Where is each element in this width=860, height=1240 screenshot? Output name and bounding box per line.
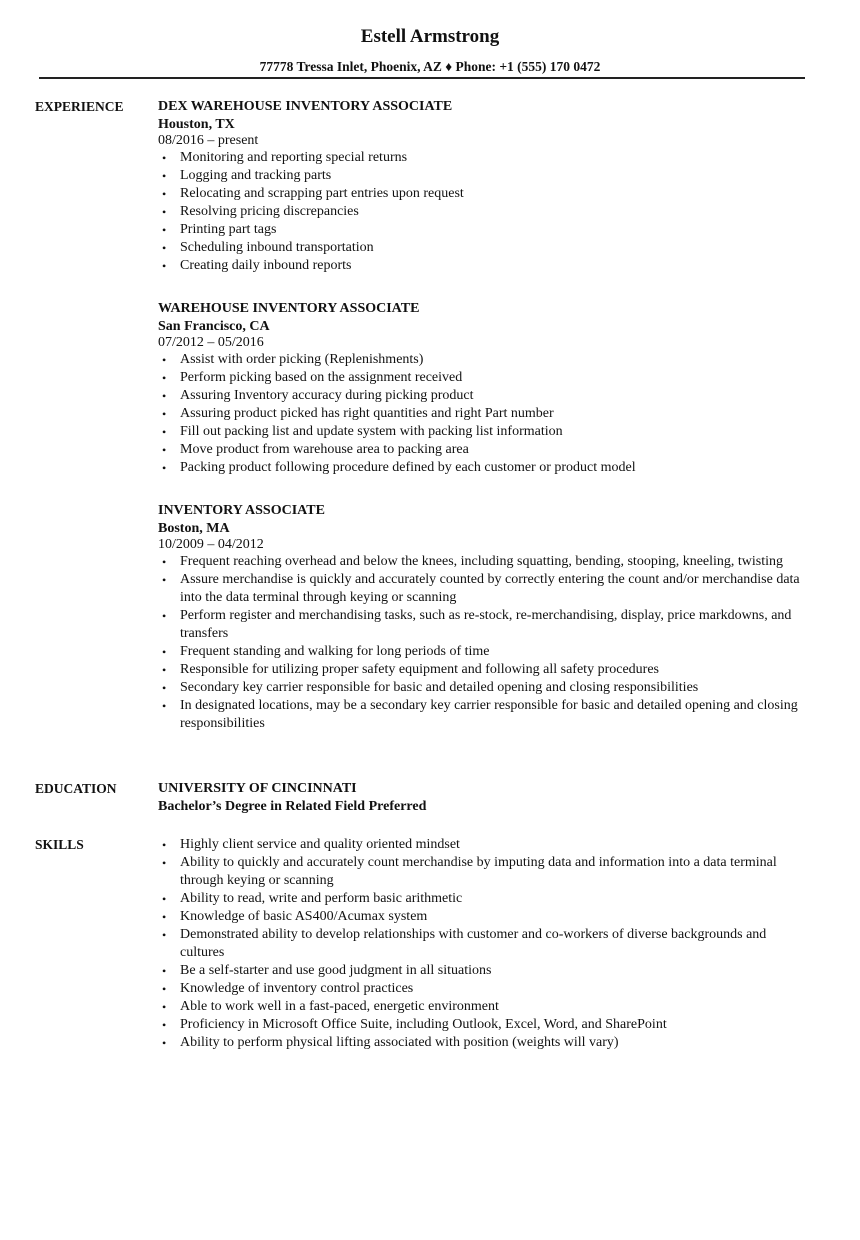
skills-label: SKILLS	[35, 837, 84, 852]
resume-header	[0, 0, 860, 75]
job-location: San Francisco, CA	[158, 319, 270, 334]
job-bullets	[158, 351, 810, 477]
bullet-icon: •	[162, 681, 167, 695]
list-item: • Creating daily inbound reports	[162, 258, 352, 273]
bullet-icon: •	[162, 1018, 167, 1032]
bullet-icon: •	[162, 555, 167, 569]
bullet-icon: •	[162, 443, 167, 457]
list-item: • Resolving pricing discrepancies	[162, 204, 359, 219]
bullet-icon: •	[162, 389, 167, 403]
list-item: • Responsible for utilizing proper safety equipment and following all safety procedures	[162, 662, 659, 677]
list-item: • Monitoring and reporting special returns	[162, 150, 408, 165]
list-item: • Frequent reaching overhead and below the knees, including squatting, bending, stooping, kneeling, twisting	[162, 554, 784, 569]
list-item: • Proficiency in Microsoft Office Suite, including Outlook, Excel, Word, and SharePoint	[162, 1017, 667, 1032]
bullet-icon: •	[162, 407, 167, 421]
bullet-icon: •	[162, 259, 167, 273]
list-item: • Logging and tracking parts	[162, 168, 332, 183]
bullet-icon: •	[162, 609, 167, 623]
list-item: • Demonstrated ability to develop relationships with customer and co-workers of diverse backgrounds and cultures	[162, 927, 767, 960]
bullet-icon: •	[162, 910, 167, 924]
list-item: • Able to work well in a fast-paced, energetic environment	[162, 999, 499, 1014]
candidate-name: Estell Armstrong	[360, 26, 500, 47]
bullet-icon: •	[162, 241, 167, 255]
job-bullets	[158, 149, 810, 275]
list-item: • Packing product following procedure defined by each customer or product model	[162, 460, 636, 475]
bullet-icon: •	[162, 1000, 167, 1014]
list-item: • Knowledge of inventory control practices	[162, 981, 414, 996]
list-item: • Assure merchandise is quickly and accurately counted by correctly entering the count and/or merchandise data into the data terminal through keying or scanning	[162, 572, 800, 605]
bullet-icon: •	[162, 645, 167, 659]
experience-label: EXPERIENCE	[35, 99, 124, 114]
job-entry	[158, 98, 810, 275]
skills-list	[158, 836, 810, 1052]
list-item: • Secondary key carrier responsible for basic and detailed opening and closing responsibilities	[162, 680, 699, 695]
list-item: • Assist with order picking (Replenishments)	[162, 352, 424, 367]
list-item: • Move product from warehouse area to packing area	[162, 442, 469, 457]
job-bullets	[158, 553, 810, 733]
list-item: • Ability to quickly and accurately count merchandise by imputing data and information into a data terminal through keying or scanning	[162, 855, 777, 888]
list-item: • Ability to perform physical lifting associated with position (weights will vary)	[162, 1035, 619, 1050]
bullet-icon: •	[162, 461, 167, 475]
bullet-icon: •	[162, 151, 167, 165]
list-item: • Be a self-starter and use good judgment in all situations	[162, 963, 492, 978]
school-name: UNIVERSITY OF CINCINNATI	[158, 781, 357, 796]
list-item: • In designated locations, may be a secondary key carrier responsible for basic and detailed opening and closing responsibilities	[162, 698, 798, 731]
header-divider	[39, 77, 805, 79]
bullet-icon: •	[162, 928, 167, 942]
bullet-icon: •	[162, 573, 167, 587]
education-label: EDUCATION	[35, 781, 117, 796]
bullet-icon: •	[162, 856, 167, 870]
list-item: • Fill out packing list and update system with packing list information	[162, 424, 563, 439]
bullet-icon: •	[162, 169, 167, 183]
bullet-icon: •	[162, 187, 167, 201]
degree: Bachelor’s Degree in Related Field Preferred	[158, 799, 427, 814]
job-location: Houston, TX	[158, 117, 235, 132]
list-item: • Scheduling inbound transportation	[162, 240, 374, 255]
list-item: • Knowledge of basic AS400/Acumax system	[162, 909, 428, 924]
job-title: INVENTORY ASSOCIATE	[158, 503, 325, 518]
list-item: • Ability to read, write and perform basic arithmetic	[162, 891, 463, 906]
bullet-icon: •	[162, 892, 167, 906]
job-location: Boston, MA	[158, 521, 230, 536]
bullet-icon: •	[162, 964, 167, 978]
job-dates: 08/2016 – present	[158, 133, 259, 148]
bullet-icon: •	[162, 353, 167, 367]
bullet-icon: •	[162, 663, 167, 677]
bullet-icon: •	[162, 699, 167, 713]
contact-line: 77778 Tressa Inlet, Phoenix, AZ ♦ Phone: +1 (555) 170 0472	[259, 59, 601, 74]
job-dates: 10/2009 – 04/2012	[158, 537, 264, 552]
list-item: • Relocating and scrapping part entries upon request	[162, 186, 464, 201]
bullet-icon: •	[162, 205, 167, 219]
bullet-icon: •	[162, 425, 167, 439]
bullet-icon: •	[162, 371, 167, 385]
list-item: • Perform picking based on the assignment received	[162, 370, 463, 385]
bullet-icon: •	[162, 223, 167, 237]
list-item: • Printing part tags	[162, 222, 277, 237]
job-entry	[158, 300, 810, 477]
bullet-icon: •	[162, 838, 167, 852]
list-item: • Assuring Inventory accuracy during picking product	[162, 388, 474, 403]
list-item: • Highly client service and quality oriented mindset	[162, 837, 460, 852]
bullet-icon: •	[162, 982, 167, 996]
list-item: • Frequent standing and walking for long periods of time	[162, 644, 490, 659]
list-item: • Assuring product picked has right quantities and right Part number	[162, 406, 554, 421]
job-title: DEX WAREHOUSE INVENTORY ASSOCIATE	[158, 99, 453, 114]
job-dates: 07/2012 – 05/2016	[158, 335, 264, 350]
list-item: • Perform register and merchandising tasks, such as re-stock, re-merchandising, display, price markdowns, and transfers	[162, 608, 792, 641]
job-entry	[158, 502, 810, 733]
job-title: WAREHOUSE INVENTORY ASSOCIATE	[158, 301, 420, 316]
bullet-icon: •	[162, 1036, 167, 1050]
